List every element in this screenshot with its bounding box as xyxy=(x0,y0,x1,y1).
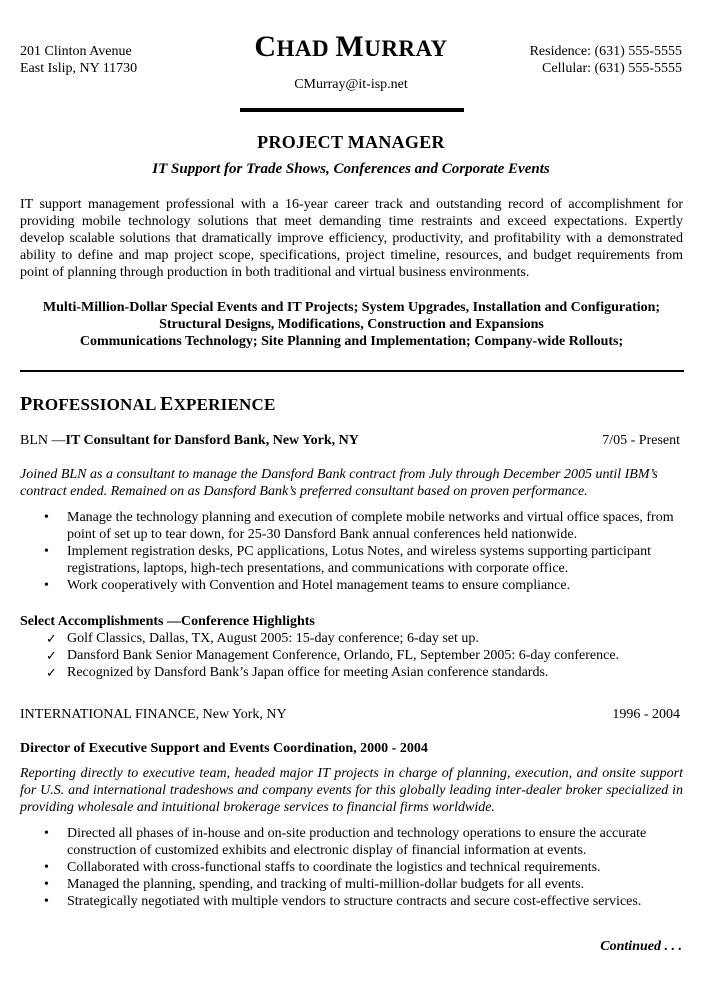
skills-line: Communications Technology; Site Planning and Implementation; Company-wide Rollouts; xyxy=(79,334,624,349)
list-item: ✓ Dansford Bank Senior Management Conference, Orlando, FL, September 2005: 6-day conference. xyxy=(46,648,620,663)
cellular-phone: Cellular: (631) 555-5555 xyxy=(542,61,682,76)
job2-header xyxy=(20,707,680,723)
job-title: PROJECT MANAGER xyxy=(257,132,445,152)
job2-description: Reporting directly to executive team, headed major IT projects in charge of planning, execution, and onsite support for U.S. and international tradeshows and company events for this globally leading inter-dealer broker specialized in providing wholesale and intuitional brokerage services to financial firms worldwide. xyxy=(20,766,683,815)
job1-role: IT Consultant for Dansford Bank, New York, NY xyxy=(65,433,359,448)
checkmark-icon: ✓ xyxy=(46,648,57,663)
summary-paragraph: IT support management professional with a 16-year career track and outstanding record of accomplishment for providing mobile technology solutions that meet demanding time restraints and exceed expectations. Expertly develop scalable solutions that dramatically improve efficiency, productivity, and profitability with a demonstrated ability to define and map project scope, specifications, project timeline, resources, and budget requirements from point of planning through production in both traditional and virtual business environments. xyxy=(20,197,683,280)
continued-note: Continued . . . xyxy=(600,939,682,954)
list-item: • Implement registration desks, PC applications, Lotus Notes, and wireless systems supporting participant registrations, laptops, high-tech presentations, and communications with corporate office. xyxy=(44,544,652,576)
bullet-icon: • xyxy=(44,860,49,875)
skills-line: Multi-Million-Dollar Special Events and IT Projects; System Upgrades, Installation and Configuration; xyxy=(42,300,661,315)
bullet-icon: • xyxy=(44,544,49,559)
list-item: • Collaborated with cross-functional staffs to coordinate the logistics and technical requirements. xyxy=(44,860,601,875)
job-subtitle: IT Support for Trade Shows, Conferences and Corporate Events xyxy=(152,161,550,177)
accomplishments-list xyxy=(20,630,680,681)
skills-block xyxy=(20,299,683,350)
job2-dates: 1996 - 2004 xyxy=(612,707,680,722)
job2-role: Director of Executive Support and Events Coordination, 2000 - 2004 xyxy=(20,741,428,756)
bullet-icon: • xyxy=(44,894,49,909)
job2-bullets xyxy=(20,825,680,910)
address-line-1: 201 Clinton Avenue xyxy=(20,44,132,59)
job2-company: INTERNATIONAL FINANCE, New York, NY xyxy=(20,707,287,722)
bullet-icon: • xyxy=(44,877,49,892)
list-item: • Work cooperatively with Convention and Hotel management teams to ensure compliance. xyxy=(44,578,571,593)
email-address: CMurray@it-isp.net xyxy=(294,77,408,92)
job1-company: BLN — xyxy=(20,433,66,448)
list-item: • Strategically negotiated with multiple vendors to structure contracts and secure cost-effective services. xyxy=(44,894,642,909)
list-item: ✓ Golf Classics, Dallas, TX, August 2005: 15-day conference; 6-day set up. xyxy=(46,631,479,646)
job1-header xyxy=(20,433,680,449)
accomplishments-heading: Select Accomplishments —Conference Highlights xyxy=(20,614,315,629)
job1-dates: 7/05 - Present xyxy=(602,433,680,448)
section-divider xyxy=(20,370,684,372)
list-item: • Managed the planning, spending, and tracking of multi-million-dollar budgets for all events. xyxy=(44,877,585,892)
list-item: ✓ Recognized by Dansford Bank’s Japan office for meeting Asian conference standards. xyxy=(46,665,549,680)
checkmark-icon: ✓ xyxy=(46,665,57,680)
bullet-icon: • xyxy=(44,510,49,525)
bullet-icon: • xyxy=(44,826,49,841)
list-item: • Directed all phases of in-house and on-site production and technology operations to ensure the accurate construction of customized exhibits and electronic display of financial information at events. xyxy=(44,826,647,858)
checkmark-icon: ✓ xyxy=(46,631,57,646)
address-line-2: East Islip, NY 11730 xyxy=(20,61,138,76)
list-item: • Manage the technology planning and execution of complete mobile networks and virtual office spaces, from point of set up to tear down, for 25-30 Dansford Bank annual conferences held nationwide. xyxy=(44,510,674,542)
skills-line: Structural Designs, Modifications, Construction and Expansions xyxy=(159,317,544,332)
contact-phones xyxy=(530,43,682,77)
residence-phone: Residence: (631) 555-5555 xyxy=(529,44,682,59)
bullet-icon: • xyxy=(44,578,49,593)
section-heading-experience: PROFESSIONAL EXPERIENCE xyxy=(20,393,276,415)
job1-description: Joined BLN as a consultant to manage the Dansford Bank contract from July through December 2005 until IBM’s contract ended. Remained on as Dansford Bank’s preferred consultant based on proven performance. xyxy=(20,467,658,499)
job1-bullets xyxy=(20,509,680,594)
candidate-name: CHAD MURRAY xyxy=(254,30,448,63)
header-divider xyxy=(240,108,464,112)
